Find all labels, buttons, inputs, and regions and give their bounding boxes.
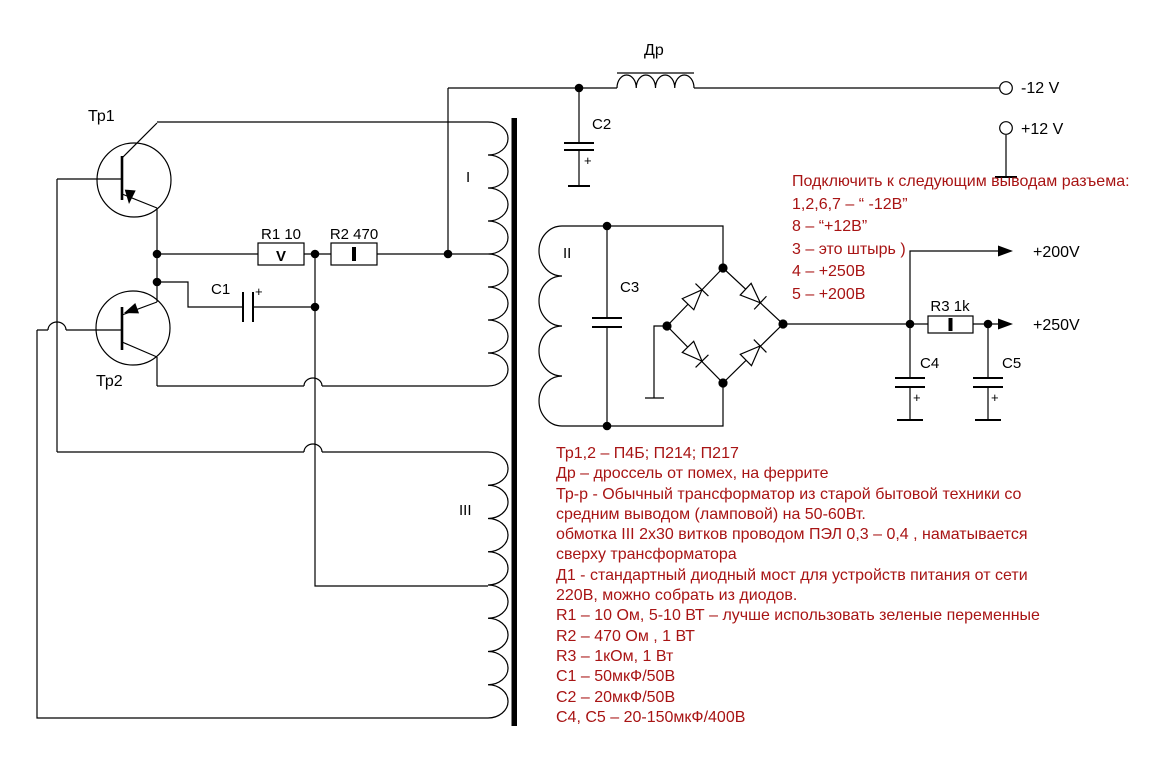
c2-label: C2: [592, 116, 612, 133]
c1-polarity-mark: +: [255, 284, 263, 299]
choke-dr: [617, 42, 694, 88]
c3-plates: [592, 318, 622, 327]
c4-plates: [895, 378, 925, 387]
output-250-label: +250V: [1033, 317, 1080, 334]
tr2-emitter-arrow-icon: [122, 303, 139, 318]
note-line: 1,2,6,7 – “ -12В”: [792, 195, 908, 213]
c4-label: C4: [920, 355, 940, 372]
junction-dot: [718, 263, 727, 272]
note-line: С1 – 50мкФ/50В: [556, 668, 676, 686]
resistor-r1: [258, 226, 304, 265]
junction-dot: [311, 250, 320, 259]
junction-dot: [575, 84, 584, 93]
tr1-label: Тр1: [88, 108, 115, 125]
c4-polarity-mark: +: [913, 390, 921, 405]
note-line: 8 – “+12В”: [792, 218, 868, 235]
terminal-plus12-label: +12 V: [1021, 121, 1064, 138]
note-line: 3 – это штырь ): [792, 240, 906, 258]
winding-secondary-coil: [539, 226, 562, 426]
c5-polarity-mark: +: [991, 390, 999, 405]
note-line: R1 – 10 Ом, 5-10 ВТ – лучше использовать зеленые переменные: [556, 607, 1040, 625]
r1-power-mark: V: [275, 248, 287, 265]
transformer-core: [512, 118, 518, 726]
transistor-tr1: [88, 108, 171, 217]
c5-label: C5: [1002, 355, 1022, 372]
wire-tr2-to-winding1-bottom: [157, 357, 488, 386]
terminal-plus12-circle: [1000, 122, 1013, 135]
note-line: сверху трансформатора: [556, 546, 737, 564]
winding-primary-coil: [488, 122, 508, 386]
note-line: R3 – 1кОм, 1 Вт: [556, 647, 674, 665]
note-line: 220В, можно собрать из диодов.: [556, 587, 798, 605]
tr2-body: [96, 291, 170, 365]
c5-plates: [973, 378, 1003, 387]
wire-c1-branch: [157, 282, 315, 307]
junction-dot: [603, 422, 612, 431]
note-line: средним выводом (ламповой) на 50-60Вт.: [556, 505, 866, 523]
wire-tr2-base: [37, 322, 122, 330]
note-line: С2 – 20мкФ/50В: [556, 688, 676, 706]
r1-label: R1 10: [260, 226, 302, 243]
note-line: Тр1,2 – П4Б; П214; П217: [556, 445, 739, 462]
winding-feedback-coil: [488, 452, 508, 718]
r2-label: R2 470: [329, 226, 379, 243]
transformer: [459, 118, 571, 726]
choke-coil: [617, 75, 694, 88]
connector-note-title: Подключить к следующим выводам разъема:: [792, 173, 1130, 190]
tr1-body: [97, 143, 171, 217]
c1-label: C1: [211, 281, 231, 298]
bridge-diamond: [667, 268, 783, 383]
winding-secondary-label: II: [563, 245, 572, 262]
capacitor-c5: [973, 324, 1021, 420]
connector-note: [792, 171, 1130, 306]
winding-feedback-label: III: [459, 502, 472, 519]
junction-dot: [662, 321, 671, 330]
r3-label: R3 1k: [930, 298, 970, 315]
junction-dot: [444, 250, 453, 259]
tr1-emitter-arrow-icon: [124, 190, 136, 205]
junction-dot: [778, 319, 787, 328]
transistor-tr2: [96, 291, 170, 390]
winding-primary-label: I: [466, 169, 471, 186]
parts-note: [556, 444, 1040, 728]
r3-power-mark: [949, 318, 953, 331]
diode-bridge: [645, 268, 783, 398]
note-line: Др – дроссель от помех, на феррите: [556, 465, 829, 483]
bridge-common-terminal: [645, 326, 667, 398]
resistor-r2: [330, 226, 378, 265]
c2-plates: [564, 143, 594, 150]
c3-label: C3: [620, 279, 640, 296]
terminal-minus12-label: -12 V: [1021, 80, 1060, 97]
junction-dot: [603, 222, 612, 231]
capacitor-c4: [895, 324, 939, 420]
wire-secondary-bottom: [562, 383, 723, 426]
junction-dot: [153, 278, 162, 287]
note-line: Д1 - стандартный диодный мост для устройств питания от сети: [556, 566, 1028, 584]
junction-dot: [984, 320, 993, 329]
choke-label: Др: [644, 42, 664, 59]
note-line: С4, С5 – 20-150мкФ/400В: [556, 708, 746, 726]
wire-secondary-top: [562, 226, 723, 268]
junction-dot: [311, 303, 320, 312]
wire-c1-node-to-tap3: [315, 254, 488, 586]
capacitor-c3: [592, 226, 639, 426]
note-line: 4 – +250В: [792, 263, 866, 280]
output-200-label: +200V: [1033, 244, 1080, 261]
tr2-label: Тр2: [96, 373, 123, 390]
junction-dot: [153, 250, 162, 259]
note-line: R2 – 470 Ом , 1 ВТ: [556, 627, 695, 645]
output-250-arrow-icon: [998, 319, 1013, 330]
junction-dot: [718, 378, 727, 387]
c2-polarity-mark: +: [584, 153, 592, 168]
note-line: 5 – +200В: [792, 285, 866, 303]
junction-dot: [906, 320, 915, 329]
capacitor-c1: [211, 281, 263, 322]
capacitor-c2: [564, 88, 611, 186]
terminal-minus12-circle: [1000, 82, 1013, 95]
note-line: Тр-р - Обычный трансформатор из старой бытовой техники со: [556, 485, 1022, 503]
input-terminals: [995, 80, 1064, 177]
c1-plates: [243, 292, 253, 322]
note-line: обмотка III 2х30 витков проводом ПЭЛ 0,3 – 0,4 , наматывается: [556, 526, 1028, 544]
r2-power-mark: [352, 247, 356, 261]
